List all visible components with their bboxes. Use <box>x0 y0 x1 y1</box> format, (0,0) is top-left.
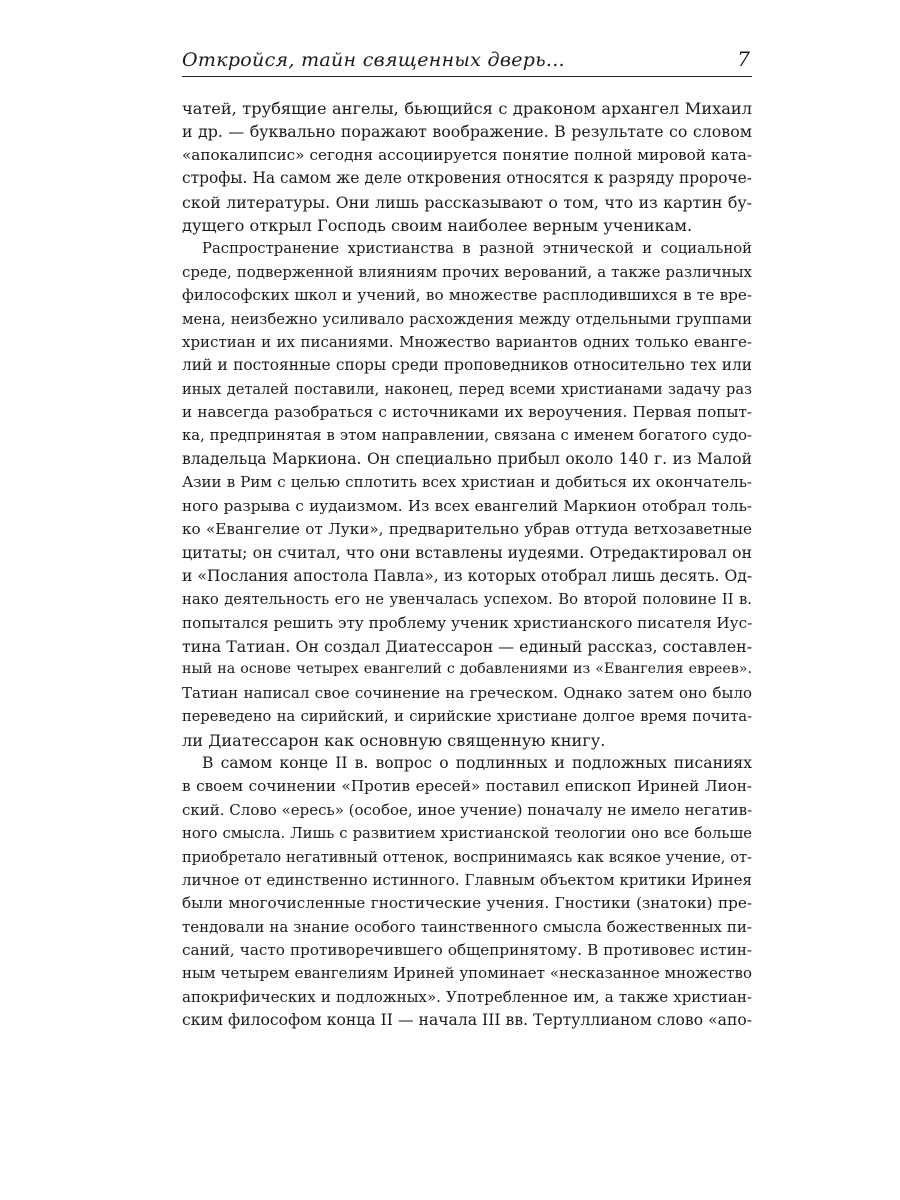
text-line: ного разрыва с иудаизмом. Из всех евангелий Маркион отобрал толь- <box>182 496 752 515</box>
running-head <box>182 40 752 77</box>
text-line: ный на основе четырех евангелий с добавлениями из «Евангелия евреев». <box>182 661 752 678</box>
text-line: цитаты; он считал, что они вставлены иудеями. Отредактировал он <box>182 543 752 563</box>
text-line: владельца Маркиона. Он специально прибыл около 140 г. из Малой <box>182 449 752 468</box>
text-line: Азии в Рим с целью сплотить всех христиан и добиться их окончатель- <box>182 473 752 492</box>
text-line: и «Послания апостола Павла», из которых отобрал лишь десять. Од- <box>182 566 753 585</box>
running-title: Откройся, тайн священных дверь... <box>182 49 565 71</box>
text-line: приобретало негативный оттенок, воспринимаясь как всякое учение, от- <box>182 848 752 866</box>
text-line: Татиан написал свое сочинение на греческом. Однако затем оно было <box>182 683 752 702</box>
text-line: и др. — буквально поражают воображение. В результате со словом <box>182 122 752 142</box>
text-line: строфы. На самом же деле откровения относятся к разряду пророче- <box>182 169 752 188</box>
text-line: ли Диатессарон как основную священную книгу. <box>182 730 606 750</box>
text-line: В самом конце II в. вопрос о подлинных и подложных писаниях <box>202 753 752 772</box>
text-line: ский. Слово «ересь» (особое, иное учение) поначалу не имело негатив- <box>182 800 753 819</box>
text-line: попытался решить эту проблему ученик христианского писателя Иус- <box>182 613 753 632</box>
text-line: философских школ и учений, во множестве расплодившихся в те вре- <box>182 286 752 305</box>
text-line: личное от единственно истинного. Главным объектом критики Иринея <box>182 870 752 889</box>
text-line: лий и постоянные споры среди проповедников относительно тех или <box>182 356 752 375</box>
book-page <box>182 40 752 1033</box>
text-line: ным четырем евангелиям Ириней упоминает «несказанное множество <box>182 964 752 983</box>
paragraph <box>182 97 752 237</box>
text-line: ного смысла. Лишь с развитием христианской теологии оно все больше <box>182 825 752 843</box>
text-line: иных деталей поставили, наконец, перед всеми христианами задачу раз <box>182 380 752 398</box>
body-text <box>182 97 752 1033</box>
text-line: среде, подверженной влияниям прочих верований, а также различных <box>182 262 752 281</box>
text-line: ской литературы. Они лишь рассказывают о том, что из картин бу- <box>182 192 752 212</box>
text-line: дущего открыл Господь своим наиболее верным ученикам. <box>182 215 693 235</box>
text-line: нако деятельность его не увенчалась успехом. Во второй половине II в. <box>182 591 752 609</box>
page-number: 7 <box>737 47 750 71</box>
text-line: тина Татиан. Он создал Диатессарон — единый рассказ, составлен- <box>182 636 753 656</box>
text-line: тендовали на знание особого таинственного смысла божественных пи- <box>182 917 752 936</box>
text-line: христиан и их писаниями. Множество вариантов одних только еванге- <box>182 332 752 351</box>
text-line: и навсегда разобраться с источниками их вероучения. Первая попыт- <box>182 403 752 422</box>
text-line: «апокалипсис» сегодня ассоциируется понятие полной мировой ката- <box>182 145 752 164</box>
paragraph <box>182 237 752 752</box>
text-line: Распространение христианства в разной этнической и социальной <box>202 240 752 258</box>
text-line: переведено на сирийский, и сирийские христиане долгое время почита- <box>182 708 752 726</box>
text-line: чатей, трубящие ангелы, бьющийся с драконом архангел Михаил <box>182 99 752 118</box>
text-line: ским философом конца II — начала III вв. Тертуллианом слово «апо- <box>182 1011 752 1030</box>
text-line: саний, часто противоречившего общепринятому. В противовес истин- <box>182 941 752 960</box>
text-line: ко «Евангелие от Луки», предварительно убрав оттуда ветхозаветные <box>182 520 752 539</box>
text-line: мена, неизбежно усиливало расхождения между отдельными группами <box>182 310 752 328</box>
paragraph <box>182 752 752 1033</box>
text-line: ка, предпринятая в этом направлении, связана с именем богатого судо- <box>182 427 752 445</box>
text-line: в своем сочинении «Против ересей» поставил епископ Ириней Лион- <box>182 777 752 796</box>
text-line: были многочисленные гностические учения. Гностики (знатоки) пре- <box>182 894 752 913</box>
text-line: апокрифических и подложных». Употребленное им, а также христиан- <box>182 987 752 1006</box>
